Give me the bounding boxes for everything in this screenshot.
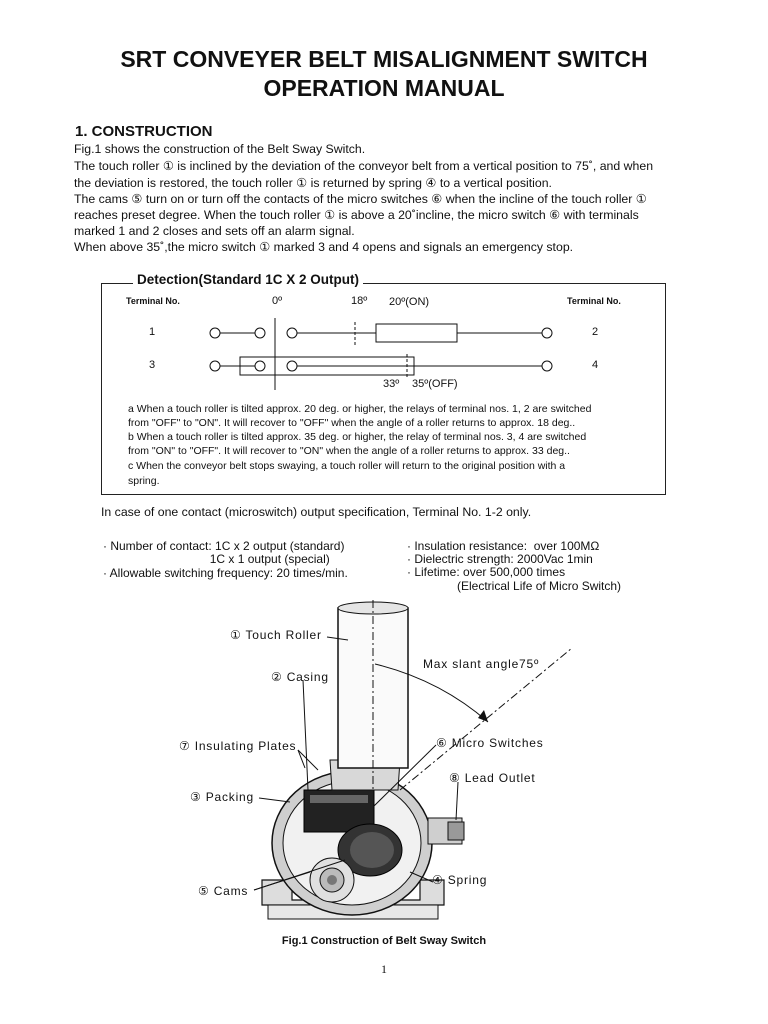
spec-left: · Allowable switching frequency: 20 times/min. xyxy=(103,566,348,580)
callout-max-slant: Max slant angle75º xyxy=(423,657,540,671)
figure-caption: Fig.1 Construction of Belt Sway Switch xyxy=(281,935,487,947)
detection-legend: Detection(Standard 1C X 2 Output) xyxy=(133,272,363,287)
angle-35-label: 35º(OFF) xyxy=(412,378,458,390)
document-title-line-1: SRT CONVEYER BELT MISALIGNMENT SWITCH xyxy=(120,46,648,72)
terminal-4: 4 xyxy=(592,359,599,371)
angle-18-label: 18º xyxy=(351,295,368,307)
document-title-line-2: OPERATION MANUAL xyxy=(263,75,505,101)
angle-0-label: 0º xyxy=(272,295,283,307)
callout-micro-switches: ⑥ Micro Switches xyxy=(436,736,544,750)
detection-note: c When the conveyor belt stops swaying, a touch roller will return to the original position with a xyxy=(128,460,566,472)
body-line: When above 35˚,the micro switch ① marked 3 and 4 opens and signals an emergency stop. xyxy=(74,240,574,254)
body-line: The cams ⑤ turn on or turn off the contacts of the micro switches ⑥ when the incline of the touch roller ① xyxy=(74,192,647,206)
callout-packing: ③ Packing xyxy=(190,790,254,804)
callout-casing: ② Casing xyxy=(271,670,329,684)
spec-right: · Lifetime: over 500,000 times xyxy=(407,565,566,579)
terminal-header-left: Terminal No. xyxy=(126,296,180,306)
detection-note: from "ON" to "OFF". It will recover to "ON" when the angle of a roller returns to approx. 33 deg.. xyxy=(128,445,570,457)
body-line: Fig.1 shows the construction of the Belt Sway Switch. xyxy=(74,142,366,156)
body-line: the deviation is restored, the touch roller ① is returned by spring ④ to a vertical position. xyxy=(74,176,552,190)
callout-spring: ④ Spring xyxy=(432,873,488,887)
body-line: marked 1 and 2 closes and sets off an alarm signal. xyxy=(74,224,355,238)
detection-note: b When a touch roller is tilted approx. 35 deg. or higher, the relay of terminal nos. 3, 4 are switched xyxy=(128,431,587,443)
detection-note: a When a touch roller is tilted approx. 20 deg. or higher, the relays of terminal nos. 1, 2 are switched xyxy=(128,403,592,415)
terminal-3: 3 xyxy=(149,359,156,371)
body-line: The touch roller ① is inclined by the deviation of the conveyor belt from a vertical position to 75˚, and when xyxy=(74,159,654,173)
callout-insulating-plates: ⑦ Insulating Plates xyxy=(179,739,297,753)
spec-right: · Dielectric strength: 2000Vac 1min xyxy=(407,552,593,566)
detection-note: from "OFF" to "ON". It will recover to "OFF" when the angle of a roller returns to approx. 18 deg.. xyxy=(128,417,576,429)
spec-right: · Insulation resistance: over 100MΩ xyxy=(407,539,600,553)
detection-note: spring. xyxy=(128,475,160,487)
body-line: reaches preset degree. When the touch roller ① is above a 20˚incline, the micro switch ⑥ with terminals xyxy=(74,208,639,222)
spec-right: (Electrical Life of Micro Switch) xyxy=(407,579,622,593)
section-heading: 1. CONSTRUCTION xyxy=(75,123,213,140)
angle-33-label: 33º xyxy=(383,378,400,390)
angle-20-label: 20º(ON) xyxy=(389,296,430,308)
callout-lead-outlet: ⑧ Lead Outlet xyxy=(449,771,536,785)
spec-left: · Number of contact: 1C x 2 output (standard) xyxy=(103,539,345,553)
callout-cams: ⑤ Cams xyxy=(198,884,249,898)
one-contact-note: In case of one contact (microswitch) output specification, Terminal No. 1-2 only. xyxy=(101,505,532,519)
terminal-2: 2 xyxy=(592,326,599,338)
callout-touch-roller: ① Touch Roller xyxy=(230,628,322,642)
spec-left: 1C x 1 output (special) xyxy=(103,552,330,566)
page-number: 1 xyxy=(381,962,387,976)
terminal-1: 1 xyxy=(149,326,156,338)
terminal-header-right: Terminal No. xyxy=(567,296,621,306)
